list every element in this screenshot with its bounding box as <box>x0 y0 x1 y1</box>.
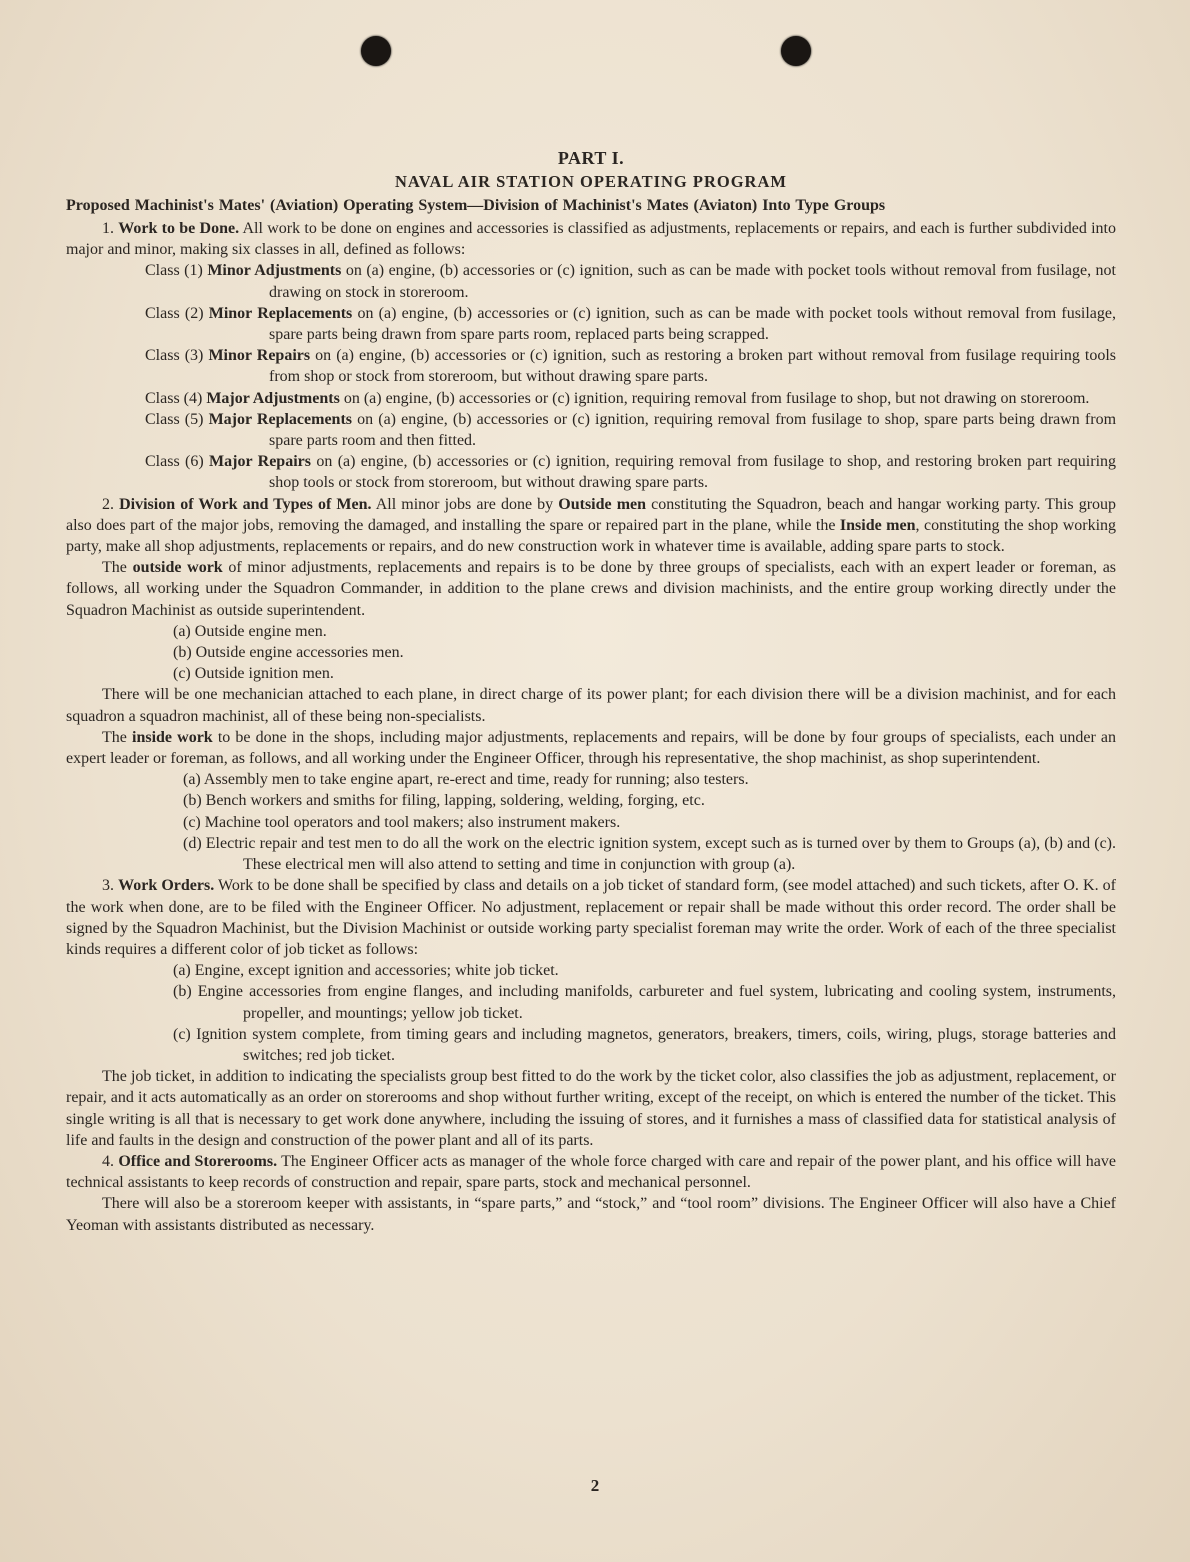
class-6: Class (6) Major Repairs on (a) engine, (b) accessories or (c) ignition, requiring removal from fusilage to shop, and restoring broken part requiring shop tools or stock from storeroom, but without drawing spare parts. <box>145 453 1117 492</box>
class-1: Class (1) Minor Adjustments on (a) engine, (b) accessories or (c) ignition, such as can be made with pocket tools without removal from fusilage, not drawing on stock in storeroom. <box>145 262 1117 301</box>
section-3-intro: 3. Work Orders. Work to be done shall be specified by class and details on a job ticket of standard form, (see model attached) and such tickets, after O. K. of the work when done, are to be filed with the Engineer Officer. No adjustment, replacement or repair shall be made without this order record. The order shall be signed by the Squadron Machinist, but the Division Machinist or outside working party specialist foreman may write the order. Work of each of the three specialist kinds requires a different color of job ticket as follows: <box>66 877 1117 958</box>
ticket-c: (c) Ignition system complete, from timing gears and including magnetos, generators, breakers, timers, coils, wiring, plugs, storage batteries and switches; red job ticket. <box>173 1025 1116 1064</box>
part-heading: PART I. <box>557 148 625 168</box>
inside-group-d: (d) Electric repair and test men to do all the work on the electric ignition system, except such as is turned over by them to Groups (a), (b) and (c). These electrical men will also attend to setting and time in conjunction with group (a). <box>183 834 1116 874</box>
class-5: Class (5) Major Replacements on (a) engine, (b) accessories or (c) ignition, requiring removal from fusilage to shop, spare parts being drawn from spare parts room and then fitted. <box>145 410 1117 450</box>
ticket-b: (b) Engine accessories from engine flanges, and including manifolds, carbureter and fuel system, lubricating and cooling system, instruments, propeller, and mountings; yellow job ticket. <box>173 983 1116 1022</box>
inside-group-a: (a) Assembly men to take engine apart, re-erect and time, ready for running; also testers. <box>183 771 749 789</box>
document-title: NAVAL AIR STATION OPERATING PROGRAM <box>395 172 787 191</box>
section-2-heading: Division of Work and Types of Men. <box>119 495 372 513</box>
class-3: Class (3) Minor Repairs on (a) engine, (b) accessories or (c) ignition, such as restoring a broken part without removal from fusilage requiring tools from shop or stock from storeroom, but without drawing spare parts. <box>145 347 1117 386</box>
ticket-a: (a) Engine, except ignition and accessories; white job ticket. <box>173 962 559 980</box>
job-ticket-paragraph: The job ticket, in addition to indicating the specialists group best fitted to do the work by the ticket color, also classifies the job as adjustment, replacement, or repair, and it acts automatically as an order on storerooms and shop without further writing, except of the receipt, on which is entered the number of the ticket. This single writing is all that is necessary to get work done anywhere, including the issuing of stores, and it furnishes a mass of classified data for statistical analysis of life and faults in the design and construction of the power plant and all of its parts. <box>66 1068 1116 1149</box>
section-4-heading: Office and Storerooms. <box>118 1152 278 1170</box>
storeroom-paragraph: There will also be a storeroom keeper with assistants, in “spare parts,” and “stock,” and “tool room” divisions. The Engineer Officer will also have a Chief Yeoman with assistants distributed as necessary. <box>66 1195 1116 1234</box>
section-4-intro: 4. Office and Storerooms. The Engineer Officer acts as manager of the whole force charged with care and repair of the power plant, and his office will have technical assistants to keep records of construction and repair, spare parts, stock and mechanical personnel. <box>66 1152 1117 1192</box>
binder-hole-right <box>781 36 811 66</box>
inside-group-c: (c) Machine tool operators and tool makers; also instrument makers. <box>183 813 621 831</box>
page-number: 2 <box>590 1476 600 1495</box>
class-2: Class (2) Minor Replacements on (a) engine, (b) accessories or (c) ignition, such as can be made with pocket tools without removal from fusilage, spare parts being drawn from spare parts room, replaced parts being scrapped. <box>145 304 1117 344</box>
inside-work-paragraph: The inside work to be done in the shops, including major adjustments, replacements and repairs, will be done by four groups of specialists, each under an expert leader or foreman, as follows, and all working under the Engineer Officer, through his representative, the shop machinist, as shop superintendent. <box>66 728 1117 768</box>
class-4: Class (4) Major Adjustments on (a) engine, (b) accessories or (c) ignition, requiring removal from fusilage to shop, but not drawing on storeroom. <box>145 389 1090 407</box>
document-subtitle: Proposed Machinist's Mates' (Aviation) Operating System—Division of Machinist's Mates (Aviaton) Into Type Groups <box>66 197 886 214</box>
inside-group-b: (b) Bench workers and smiths for filing, lapping, soldering, welding, forging, etc. <box>183 792 705 810</box>
section-1-intro: 1. Work to be Done. All work to be done on engines and accessories is classified as adjustments, replacements or repairs, and each is further subdivided into major and minor, making six classes in all, defined as follows: <box>66 220 1117 259</box>
binder-hole-left <box>361 36 391 66</box>
outside-group-a: (a) Outside engine men. <box>173 622 327 640</box>
document-body <box>66 146 1116 1236</box>
outside-group-b: (b) Outside engine accessories men. <box>173 644 404 662</box>
outside-work-paragraph: The outside work of minor adjustments, replacements and repairs is to be done by three groups of specialists, each with an expert leader or foreman, as follows, all working under the Squadron Commander, in addition to the plane crews and division machinists, and the entire group working directly under the Squadron Machinist as outside superintendent. <box>66 559 1117 619</box>
section-2-intro: 2. Division of Work and Types of Men. All minor jobs are done by Outside men constituting the Squadron, beach and hangar working party. This group also does part of the major jobs, removing the damaged, and installing the spare or repaired part in the plane, while the Inside men, constituting the shop working party, make all shop adjustments, replacements or repairs, and do new construction work in whatever time is available, adding spare parts to stock. <box>66 495 1117 556</box>
section-3-heading: Work Orders. <box>118 877 215 895</box>
outside-group-c: (c) Outside ignition men. <box>173 665 334 683</box>
mechanician-paragraph: There will be one mechanician attached to each plane, in direct charge of its power plant; for each division there will be a division machinist, and for each squadron a squadron machinist, all of these being non-specialists. <box>66 686 1116 725</box>
section-1-heading: Work to be Done. <box>118 220 240 237</box>
